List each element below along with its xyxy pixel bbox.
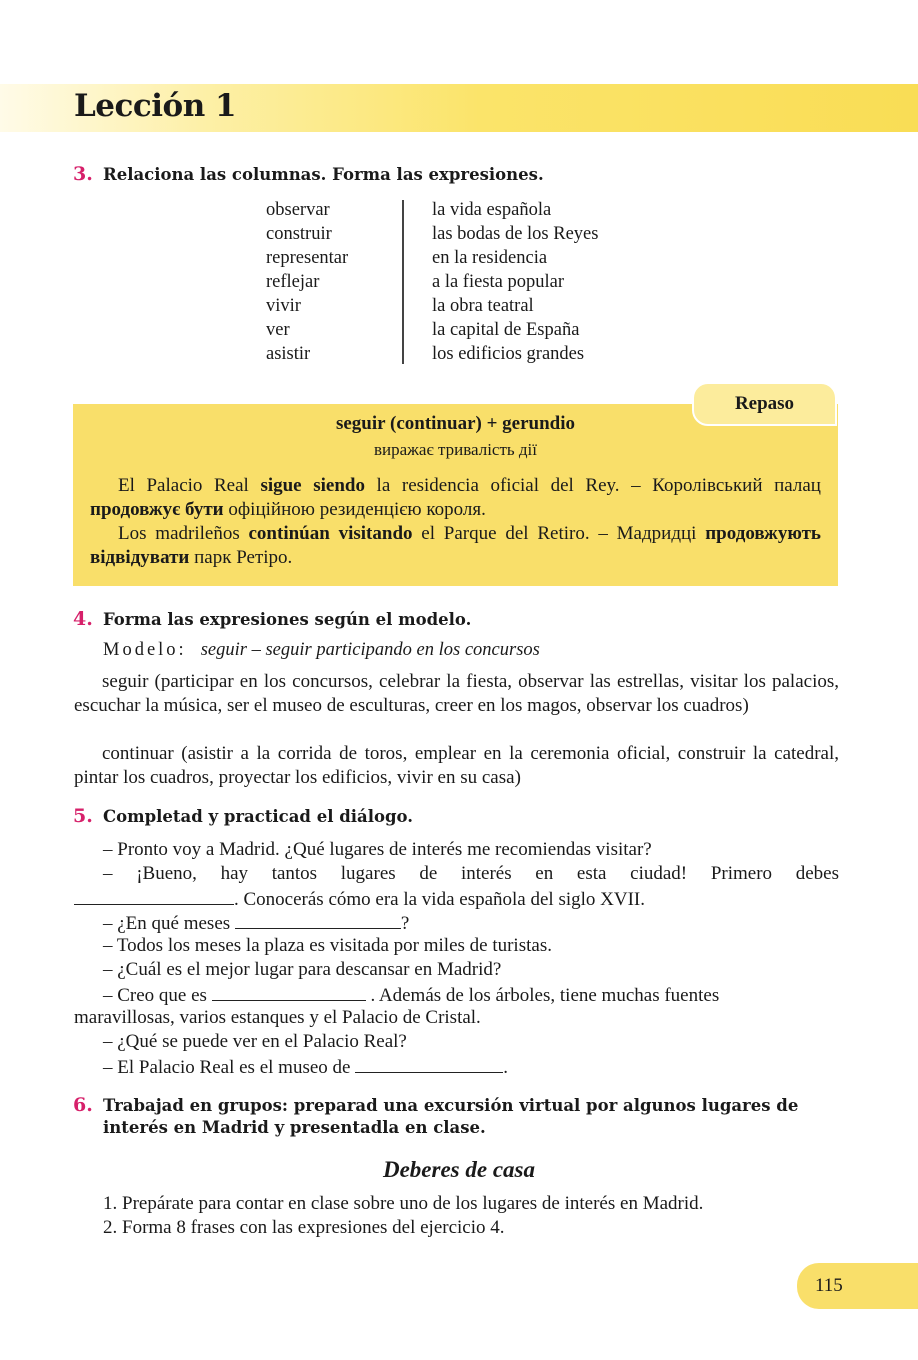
- verb-item: reflejar: [266, 272, 320, 292]
- verb-item: asistir: [266, 344, 311, 364]
- exercise-4-number: 4.: [73, 608, 93, 630]
- dialogue-text: ?: [400, 913, 410, 934]
- page-number: 115: [815, 1275, 843, 1296]
- dialogue-line: [74, 886, 645, 912]
- exercise-5-number: 5.: [73, 805, 93, 827]
- example-text: офіційною резиденцією короля.: [223, 499, 486, 520]
- exercise-3-title: Relaciona las columnas. Forma las expresiones.: [103, 165, 544, 184]
- repaso-example-1: [90, 474, 821, 522]
- lesson-title: Lección 1: [74, 88, 237, 124]
- column-divider: [402, 200, 404, 364]
- dialogue-line: [103, 982, 719, 1008]
- verb-item: vivir: [266, 296, 301, 316]
- repaso-example-2: [90, 522, 821, 570]
- example-text: la residencia oficial del Rey. – Королівський палац: [364, 475, 821, 496]
- exercise-6-title: Trabajad en grupos: preparad una excursión virtual por algunos lugares de interés en Madrid y presentadla en clase.: [103, 1096, 799, 1137]
- repaso-tab: Repaso: [692, 382, 837, 426]
- example-text: El Palacio Real: [118, 475, 261, 496]
- exercise-6-number: 6.: [73, 1094, 93, 1116]
- model-text: seguir – seguir participando en los concursos: [200, 640, 540, 660]
- complement-item: la obra teatral: [432, 296, 534, 316]
- example-text: Los madrileños: [118, 523, 249, 544]
- example-bold: продовжує бути: [90, 499, 224, 520]
- answer-blank[interactable]: [212, 982, 366, 1001]
- exercise-4-title: Forma las expresiones según el modelo.: [103, 610, 472, 629]
- example-bold: sigue siendo: [260, 475, 365, 496]
- dialogue-text: – El Palacio Real es el museo de: [103, 1057, 356, 1078]
- complement-item: los edificios grandes: [432, 344, 585, 364]
- example-text: el Parque del Retiro. – Мадридці: [412, 523, 706, 544]
- verb-item: ver: [266, 320, 290, 340]
- example-text: парк Ретіро.: [189, 547, 293, 568]
- example-bold: продовжують відвідувати: [90, 523, 821, 568]
- exercise-5-title: Completad y practicad el diálogo.: [103, 807, 413, 826]
- answer-blank[interactable]: [235, 910, 401, 929]
- exercise-3-number: 3.: [73, 163, 93, 185]
- dialogue-line: maravillosas, varios estanques y el Palacio de Cristal.: [74, 1007, 481, 1028]
- grammar-rule-subtitle: виражає тривалість дії: [373, 440, 538, 459]
- complement-item: las bodas de los Reyes: [432, 224, 599, 244]
- complement-item: en la residencia: [432, 248, 548, 268]
- dialogue-line: – Todos los meses la plaza es visitada por miles de turistas.: [103, 935, 552, 956]
- verb-item: observar: [266, 200, 330, 220]
- exercise-4-seguir-list: seguir (participar en los concursos, celebrar la fiesta, observar las estrellas, visitar los palacios, escuchar la música, ser el museo de esculturas, creer en los magos, observar los cuadros): [74, 671, 839, 716]
- homework-item: 2. Forma 8 frases con las expresiones del ejercicio 4.: [103, 1217, 505, 1238]
- dialogue-line: – Pronto voy a Madrid. ¿Qué lugares de interés me recomiendas visitar?: [103, 839, 652, 860]
- verb-item: construir: [266, 224, 332, 244]
- complement-item: a la fiesta popular: [432, 272, 565, 292]
- dialogue-line: – ¡Bueno, hay tantos lugares de interés en esta ciudad! Primero debes: [103, 863, 839, 884]
- verb-item: representar: [266, 248, 349, 268]
- grammar-rule-title: seguir (continuar) + gerundio: [335, 413, 575, 434]
- answer-blank[interactable]: [355, 1054, 503, 1073]
- example-bold: continúan visitando: [248, 523, 413, 544]
- dialogue-text: . Además de los árboles, tiene muchas fuentes: [365, 985, 720, 1006]
- model-example: [103, 640, 540, 661]
- homework-item: 1. Prepárate para contar en clase sobre uno de los lugares de interés en Madrid.: [103, 1193, 704, 1214]
- dialogue-line: [103, 1054, 508, 1080]
- dialogue-text: – ¿En qué meses: [103, 913, 235, 934]
- dialogue-line: – ¿Cuál es el mejor lugar para descansar en Madrid?: [103, 959, 502, 980]
- complement-item: la vida española: [432, 200, 552, 220]
- verbs-column: [266, 198, 348, 366]
- homework-title: Deberes de casa: [382, 1157, 535, 1182]
- exercise-4-continuar-list: continuar (asistir a la corrida de toros, emplear en la ceremonia oficial, construir la catedral, pintar los cuadros, proyectar los edificios, vivir en su casa): [74, 743, 839, 788]
- dialogue-text: .: [503, 1057, 508, 1078]
- complement-item: la capital de España: [432, 320, 580, 340]
- dialogue-line: – ¿Qué se puede ver en el Palacio Real?: [103, 1031, 407, 1052]
- model-label: Modelo:: [103, 640, 187, 660]
- dialogue-text: – Creo que es: [103, 985, 212, 1006]
- answer-blank[interactable]: [74, 886, 234, 905]
- dialogue-text: . Conocerás cómo era la vida española del siglo XVII.: [234, 889, 646, 910]
- dialogue-line: [103, 910, 409, 936]
- complements-column: [432, 198, 598, 366]
